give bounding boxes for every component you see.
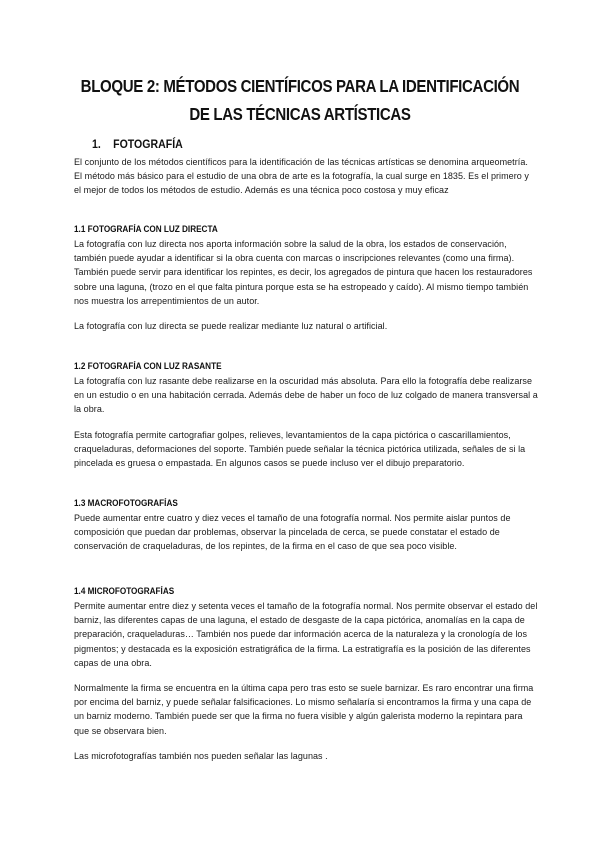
paragraph: Normalmente la firma se encuentra en la última capa pero tras esto se suele barnizar. Es raro encontrar una firma por encima del barniz, y puede señalar falsificaciones. Lo mismo señalaría si encontramos la firma y una capa de un barniz moderno. También puede ser que la firma no fuera visible y algún galerista moderno la repintara para que se observara bien.: [74, 683, 534, 736]
subsection-1-3: [74, 497, 538, 554]
subsection-heading: 1.4 MICROFOTOGRAFÍAS: [74, 586, 175, 597]
section-number: 1.: [92, 137, 101, 151]
intro-paragraph: El conjunto de los métodos científicos para la identificación de las técnicas artísticas se denomina arqueometría. El método más básico para el estudio de una obra de arte es la fotografía, la cual surge en 1835. Es el primero y el mejor de todos los métodos de estudio. Además es una técnica poco costosa y muy eficaz: [74, 157, 529, 196]
paragraph: Esta fotografía permite cartografiar golpes, relieves, levantamientos de la capa pictórica o cascarillamientos, craqueladuras, deformaciones del soporte. También puede señalar la técnica pictórica utilizada, señales de si la pincelada es gruesa o empastada. En algunos casos se puede incluso ver el dibujo preparatorio.: [74, 429, 526, 469]
subsection-heading: 1.1 FOTOGRAFÍA CON LUZ DIRECTA: [74, 224, 218, 235]
title-line-2: DE LAS TÉCNICAS ARTÍSTICAS: [189, 104, 411, 124]
page-title: [76, 72, 523, 128]
title-line-1: BLOQUE 2: MÉTODOS CIENTÍFICOS PARA LA IDENTIFICACIÓN: [80, 76, 520, 96]
paragraph: Las microfotografías también nos pueden señalar las lagunas .: [74, 750, 328, 761]
section-heading: [92, 137, 183, 151]
paragraph: La fotografía con luz directa se puede realizar mediante luz natural o artificial.: [74, 321, 388, 332]
subsection-1-2: [74, 360, 538, 470]
subsection-heading: 1.2 FOTOGRAFÍA CON LUZ RASANTE: [74, 361, 222, 372]
paragraph: La fotografía con luz rasante debe realizarse en la oscuridad más absoluta. Para ello la fotografía debe realizarse en un estudio o en una habitación cerrada. Además debe de haber un foco de luz colgado de manera transversal a la obra.: [74, 376, 538, 415]
subsection-heading: 1.3 MACROFOTOGRAFÍAS: [74, 498, 178, 509]
subsection-1-4: [74, 585, 538, 763]
section-intro: [74, 155, 538, 198]
subsection-1-1: [74, 223, 538, 333]
paragraph: La fotografía con luz directa nos aporta información sobre la salud de la obra, los estados de conservación, también puede ayudar a identificar si la obra cuenta con marcas o inscripciones relevantes (como una firma). También puede servir para identificar los repintes, es decir, los agregados de pintura que hacen los restauradores sobre una laguna, (trozo en el que falta pintura porque esta se ha estropeado y caído). Al mismo tiempo también nos muestra los arrepentimientos de un autor.: [74, 239, 533, 306]
section-title: FOTOGRAFÍA: [113, 137, 183, 151]
paragraph: Permite aumentar entre diez y setenta veces el tamaño de la fotografía normal. Nos permite observar el estado del barniz, las diferentes capas de una laguna, el estado de desgaste de la capa pictórica, anomalías en la capa de preparación, craqueladuras… También nos puede dar información acerca de la naturaleza y la cronología de los pigmentos; y destacada es la exposición estratigráfica de la firma. La estratigrafía es la posición de las diferentes capas de una obra.: [74, 601, 538, 668]
paragraph: Puede aumentar entre cuatro y diez veces el tamaño de una fotografía normal. Nos permite aislar puntos de composición que puedan dar problemas, observar la pincelada de cerca, se puede constatar el estado de conservación de craqueladuras, de los repintes, de la firma en el caso de que sea poco visible.: [74, 513, 511, 552]
